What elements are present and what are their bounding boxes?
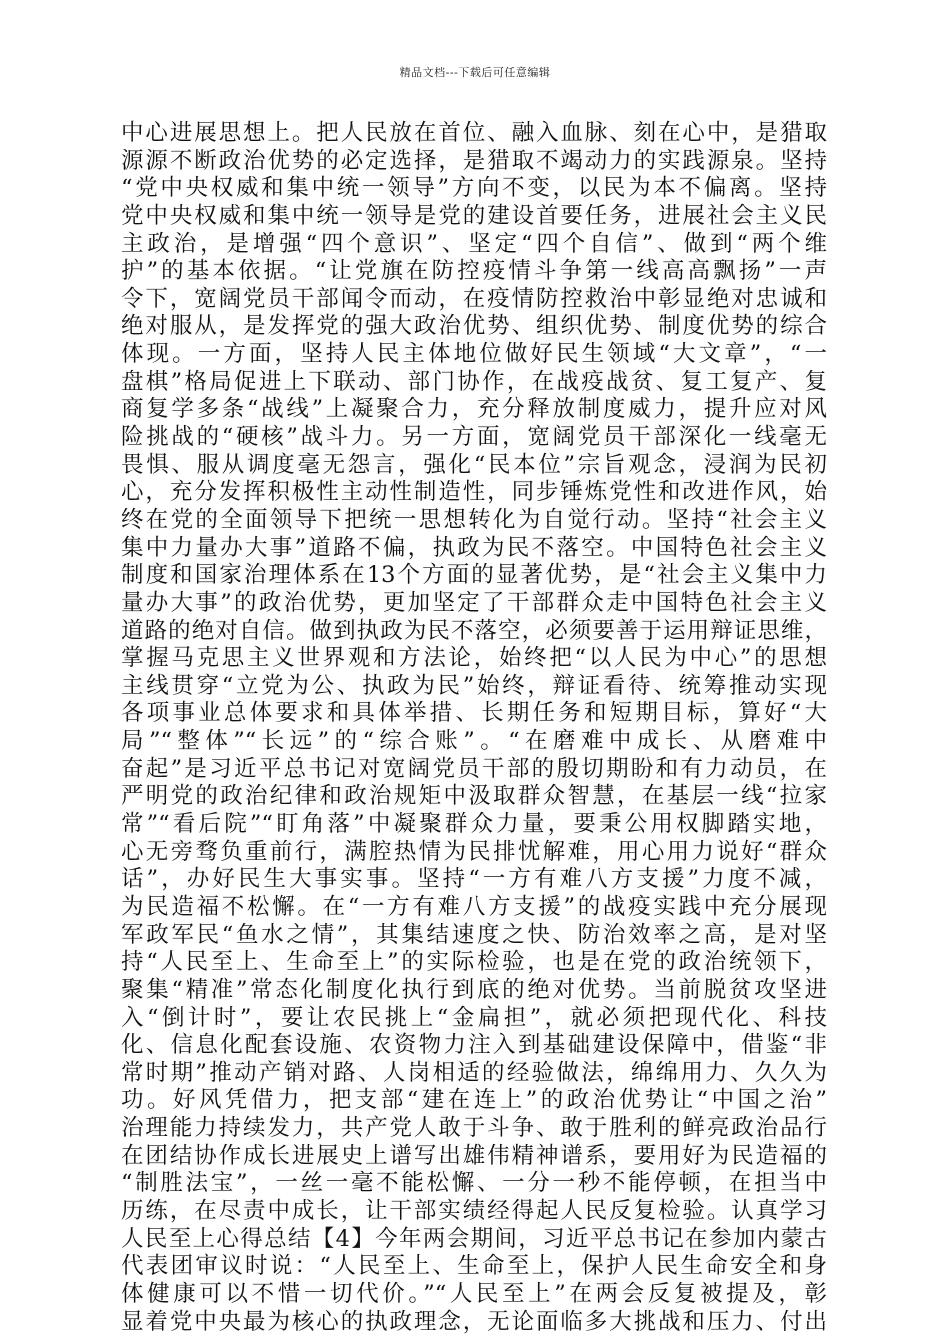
- text-line: 绝对服从，是发挥党的强大政治优势、组织优势、制度优势的综合: [121, 313, 827, 340]
- text-line: 主政治，是增强“四个意识”、坚定“四个自信”、做到“两个维: [121, 230, 827, 257]
- text-line: 严明党的政治纪律和政治规矩中汲取群众智慧，在基层一线“拉家: [121, 783, 827, 810]
- text-line: 历练，在尽责中成长，让干部实绩经得起人民反复检验。认真学习: [121, 1197, 827, 1224]
- text-line: 盘棋”格局促进上下联动、部门协作，在战疫战贫、复工复产、复: [121, 368, 827, 395]
- text-line: 集中力量办大事”道路不偏，执政为民不落空。中国特色社会主义: [121, 534, 827, 561]
- text-line: 道路的绝对自信。做到执政为民不落空，必须要善于运用辩证思维，: [121, 617, 827, 644]
- text-line: 代表团审议时说：“人民至上、生命至上，保护人民生命安全和身: [121, 1253, 827, 1280]
- text-line: 量办大事”的政治优势，更加坚定了干部群众走中国特色社会主义: [121, 589, 827, 616]
- text-line: 护”的基本依据。“让党旗在防控疫情斗争第一线高高飘扬”一声: [121, 258, 827, 285]
- text-line: “制胜法宝”，一丝一毫不能松懈、一分一秒不能停顿，在担当中: [121, 1170, 827, 1197]
- text-line: 各项事业总体要求和具体举措、长期任务和短期目标，算好“大: [121, 700, 827, 727]
- text-line: 主线贯穿“立党为公、执政为民”始终，辩证看待、统筹推动实现: [121, 672, 827, 699]
- text-line: 体现。一方面，坚持人民主体地位做好民生领域“大文章”，“一: [121, 341, 827, 368]
- text-line: 源源不断政治优势的必定选择，是猎取不竭动力的实践源泉。坚持: [121, 147, 827, 174]
- text-line: 聚集“精准”常态化制度化执行到底的绝对优势。当前脱贫攻坚进: [121, 976, 827, 1003]
- text-line: 体健康可以不惜一切代价。”“人民至上”在两会反复被提及，彰: [121, 1280, 827, 1307]
- text-line: 入“倒计时”，要让农民挑上“金扁担”，就必须把现代化、科技: [121, 1004, 827, 1031]
- text-line: 制度和国家治理体系在13个方面的显著优势，是“社会主义集中力: [121, 562, 827, 589]
- body-text: [121, 120, 827, 1336]
- text-line: 畏惧、服从调度毫无怨言，强化“民本位”宗旨观念，浸润为民初: [121, 451, 827, 478]
- text-line: 功。好风凭借力，把支部“建在连上”的政治优势让“中国之治”: [121, 1087, 827, 1114]
- text-line: 军政军民“鱼水之情”，其集结速度之快、防治效率之高，是对坚: [121, 921, 827, 948]
- page-header: 精品文档---下载后可任意编辑: [399, 66, 551, 79]
- text-line: 商复学多条“战线”上凝聚合力，充分释放制度威力，提升应对风: [121, 396, 827, 423]
- text-line: 在团结协作成长进展史上谱写出雄伟精神谱系，要用好为民造福的: [121, 1142, 827, 1169]
- text-line: 常时期”推动产销对路、人岗相适的经验做法，绵绵用力、久久为: [121, 1059, 827, 1086]
- text-line: 心无旁骛负重前行，满腔热情为民排忧解难，用心用力说好“群众: [121, 838, 827, 865]
- text-line: 掌握马克思主义世界观和方法论，始终把“以人民为中心”的思想: [121, 645, 827, 672]
- text-line: 化、信息化配套设施、农资物力注入到基础建设保障中，借鉴“非: [121, 1032, 827, 1059]
- text-line: 心，充分发挥积极性主动性制造性，同步锤炼党性和改进作风，始: [121, 479, 827, 506]
- text-line: 中心进展思想上。把人民放在首位、融入血脉、刻在心中，是猎取: [121, 120, 827, 146]
- text-line: 局”“整体”“长远”的“综合账”。“在磨难中成长、从磨难中: [121, 728, 827, 755]
- text-line: 为民造福不松懈。在“一方有难八方支援”的战疫实践中充分展现: [121, 893, 827, 920]
- text-line: 令下，宽阔党员干部闻令而动，在疫情防控救治中彰显绝对忠诚和: [121, 285, 827, 312]
- text-line: “党中央权威和集中统一领导”方向不变，以民为本不偏离。坚持: [121, 175, 827, 202]
- text-line: 持“人民至上、生命至上”的实际检验，也是在党的政治统领下，: [121, 949, 827, 976]
- text-line: 话”，办好民生大事实事。坚持“一方有难八方支援”力度不减，: [121, 866, 827, 893]
- text-line: 人民至上心得总结【4】今年两会期间，习近平总书记在参加内蒙古: [121, 1225, 827, 1252]
- text-line: 常”“看后院”“盯角落”中凝聚群众力量，要秉公用权脚踏实地，: [121, 811, 827, 838]
- text-line: 险挑战的“硬核”战斗力。另一方面，宽阔党员干部深化一线毫无: [121, 424, 827, 451]
- text-line: 显着党中央最为核心的执政理念，无论面临多大挑战和压力、付出: [121, 1308, 827, 1335]
- text-line: 终在党的全面领导下把统一思想转化为自觉行动。坚持“社会主义: [121, 506, 827, 533]
- text-line: 治理能力持续发力，共产党人敢于斗争、敢于胜利的鲜亮政治品行: [121, 1115, 827, 1142]
- text-line: 奋起”是习近平总书记对宽阔党员干部的殷切期盼和有力动员，在: [121, 755, 827, 782]
- text-line: 党中央权威和集中统一领导是党的建设首要任务，进展社会主义民: [121, 202, 827, 229]
